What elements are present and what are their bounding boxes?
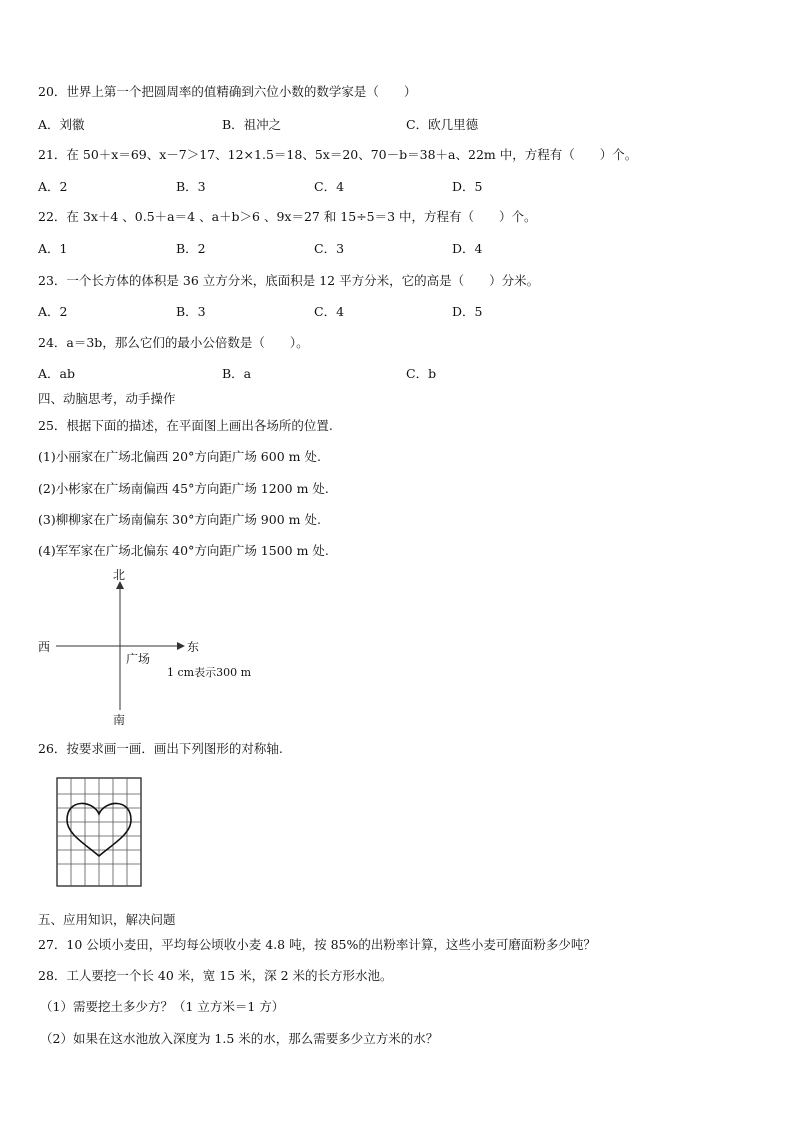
q23-stem: 23．一个长方体的体积是 36 立方分米，底面积是 12 平方分米，它的高是（ ）分米。 <box>38 273 540 288</box>
q26-stem: 26．按要求画一画．画出下列图形的对称轴. <box>38 741 283 756</box>
q20-option-b: B．祖冲之 <box>222 117 282 132</box>
section-5-heading: 五、应用知识，解决问题 <box>38 912 176 927</box>
q21-option-b: B．3 <box>176 179 206 194</box>
q25-item-2: (2)小彬家在广场南偏西 45°方向距广场 1200 m 处. <box>38 481 329 496</box>
q27-stem: 27．10 公顷小麦田，平均每公顷收小麦 4.8 吨，按 85%的出粉率计算，这些小麦可磨面粉多少吨？ <box>38 937 596 952</box>
q23-option-a: A．2 <box>38 304 68 319</box>
north-label: 北 <box>113 568 126 582</box>
q22-option-d: D．4 <box>452 241 483 256</box>
q23-option-b: B．3 <box>176 304 206 319</box>
q28-sub-2: （2）如果在这水池放入深度为 1.5 米的水，那么需要多少立方米的水？ <box>40 1031 439 1046</box>
q25-item-3: (3)柳柳家在广场南偏东 30°方向距广场 900 m 处. <box>38 512 321 527</box>
q23-option-d: D．5 <box>452 304 483 319</box>
q21-option-a: A．2 <box>38 179 68 194</box>
q20-option-c: C．欧几里德 <box>406 117 479 132</box>
plaza-label: 广场 <box>126 652 151 666</box>
q22-option-a: A．1 <box>38 241 68 256</box>
q28-sub-1: （1）需要挖土多少方？（1 立方米＝1 方） <box>40 999 285 1014</box>
compass-diagram <box>30 562 270 732</box>
section-4-heading: 四、动脑思考，动手操作 <box>38 391 176 406</box>
west-label: 西 <box>38 640 51 654</box>
south-label: 南 <box>113 713 126 727</box>
q24-stem: 24．a＝3b，那么它们的最小公倍数是（ ）。 <box>38 335 309 350</box>
q24-option-c: C．b <box>406 366 437 381</box>
q22-option-b: B．2 <box>176 241 206 256</box>
q25-item-1: (1)小丽家在广场北偏西 20°方向距广场 600 m 处. <box>38 449 321 464</box>
q24-option-b: B．a <box>222 366 252 381</box>
heart-grid-figure <box>55 776 143 888</box>
q21-option-c: C．4 <box>314 179 345 194</box>
q20-option-a: A．刘徽 <box>38 117 85 132</box>
q21-stem: 21．在 50＋x＝69、x－7＞17、12×1.5＝18、5x＝20、70－b＝38＋a、22m 中，方程有（ ）个。 <box>38 147 638 162</box>
q24-option-a: A．ab <box>38 366 75 381</box>
scale-label: 1 cm表示300 m <box>167 666 252 679</box>
q23-option-c: C．4 <box>314 304 345 319</box>
q25-item-4: (4)军军家在广场北偏东 40°方向距广场 1500 m 处. <box>38 543 329 558</box>
q25-stem: 25．根据下面的描述，在平面图上画出各场所的位置. <box>38 418 333 433</box>
q21-option-d: D．5 <box>452 179 483 194</box>
q28-stem: 28．工人要挖一个长 40 米，宽 15 米，深 2 米的长方形水池。 <box>38 968 393 983</box>
q22-option-c: C．3 <box>314 241 345 256</box>
q20-stem: 20．世界上第一个把圆周率的值精确到六位小数的数学家是（ ） <box>38 84 417 99</box>
q22-stem: 22．在 3x＋4 、0.5＋a＝4 、a＋b＞6 、9x＝27 和 15÷5＝3 中，方程有（ ）个。 <box>38 209 537 224</box>
east-label: 东 <box>187 640 200 654</box>
